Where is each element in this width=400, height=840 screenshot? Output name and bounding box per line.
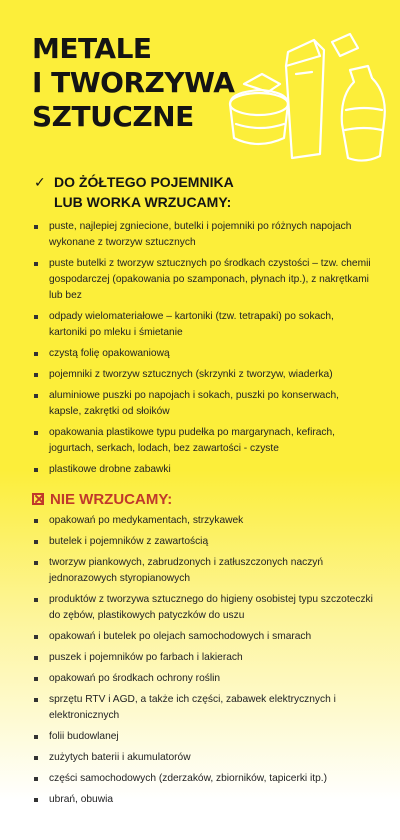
list-item: odpady wielomateriałowe – kartoniki (tzw. tetrapaki) po sokach, kartoniki po mleku i śmietanie <box>34 309 374 341</box>
list-item: folii budowlanej <box>34 729 374 745</box>
list-item: plastikowe drobne zabawki <box>34 462 374 478</box>
page-title <box>32 32 234 134</box>
cross-box-icon <box>32 493 44 505</box>
list-item: ubrań, obuwia <box>34 792 374 808</box>
accept-heading-line-2: LUB WORKA WRZUCAMY: <box>54 194 232 210</box>
list-item: tworzyw piankowych, zabrudzonych i zatłuszczonych naczyń jednorazowych styropianowych <box>34 555 374 587</box>
list-item: puste butelki z tworzyw sztucznych po środkach czystości – tzw. chemii gospodarczej (opakowania po szamponach, płynach itp.), z nakrętkami lub bez <box>34 256 374 304</box>
list-item: puszek i pojemników po farbach i lakierach <box>34 650 374 666</box>
title-line-2: I TWORZYWA <box>32 66 235 99</box>
accept-heading <box>34 172 234 212</box>
list-item: pojemniki z tworzyw sztucznych (skrzynki z tworzyw, wiaderka) <box>34 367 374 383</box>
list-item: zużytych baterii i akumulatorów <box>34 750 374 766</box>
check-icon: ✓ <box>34 174 46 190</box>
list-item: puste, najlepiej zgniecione, butelki i pojemniki po różnych napojach wykonane z tworzyw sztucznych <box>34 219 374 251</box>
list-item: części samochodowych (zderzaków, zbiorników, tapicerki itp.) <box>34 771 374 787</box>
accept-list <box>34 219 374 483</box>
list-item: produktów z tworzywa sztucznego do higieny osobistej typu szczoteczki do zębów, plastikowych patyczków do uszu <box>34 592 374 624</box>
reject-heading-text: NIE WRZUCAMY: <box>50 491 173 508</box>
title-line-3: SZTUCZNE <box>32 100 194 133</box>
list-item: opakowania plastikowe typu pudełka po margarynach, kefirach, jogurtach, serkach, lodach, bez zawartości - czyste <box>34 425 374 457</box>
list-item: opakowań po środkach ochrony roślin <box>34 671 374 687</box>
list-item: opakowań po medykamentach, strzykawek <box>34 513 374 529</box>
list-item: czystą folię opakowaniową <box>34 346 374 362</box>
title-line-1: METALE <box>32 32 152 65</box>
reject-heading <box>32 490 172 510</box>
list-item: aluminiowe puszki po napojach i sokach, puszki po konserwach, kapsle, zakrętki od słoików <box>34 388 374 420</box>
accept-heading-line-1: DO ŻÓŁTEGO POJEMNIKA <box>54 174 234 190</box>
list-item: opakowań i butelek po olejach samochodowych i smarach <box>34 629 374 645</box>
packaging-illustration-icon <box>222 26 392 166</box>
reject-list <box>34 513 374 813</box>
list-item: butelek i pojemników z zawartością <box>34 534 374 550</box>
list-item: sprzętu RTV i AGD, a także ich części, zabawek elektrycznych i elektronicznych <box>34 692 374 724</box>
